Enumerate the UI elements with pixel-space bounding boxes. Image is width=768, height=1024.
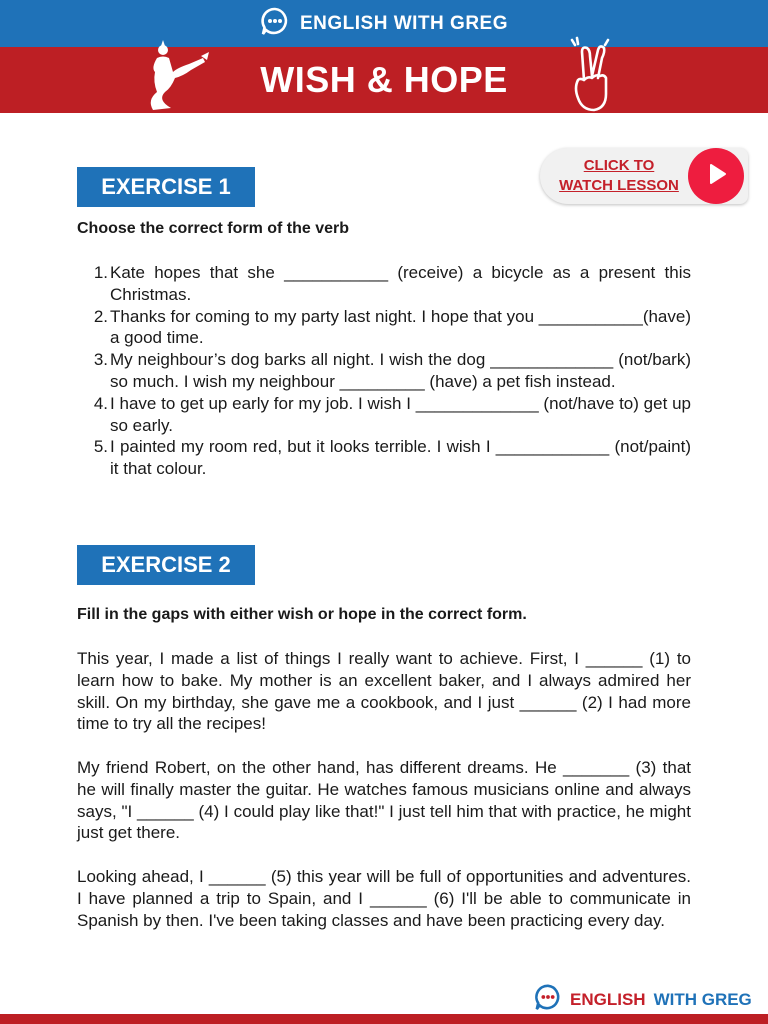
- item-text: I have to get up early for my job. I wish I _____________ (not/have to) get up so early.: [110, 393, 691, 435]
- watch-lesson-line1: CLICK TO: [583, 157, 655, 174]
- brand-name: ENGLISH WITH GREG: [300, 12, 508, 34]
- exercise-2-heading: EXERCISE 2: [77, 545, 255, 585]
- chat-bubble-icon: [260, 6, 290, 41]
- title-banner: [0, 47, 768, 113]
- list-item: [77, 393, 691, 437]
- list-item: [77, 349, 691, 393]
- exercise-2-paragraph-3: Looking ahead, I ______ (5) this year will be full of opportunities and adventures. I have planned a trip to Spain, and I ______ (6) I'll be able to communicate in Spanish by then. I've been taking classes and have been practicing every day.: [77, 867, 691, 930]
- exercise-1-list: [77, 262, 691, 480]
- item-text: Thanks for coming to my party last night. I hope that you ___________(have) a good time.: [110, 306, 691, 348]
- watch-lesson-button[interactable]: [540, 148, 748, 204]
- chat-bubble-icon: [534, 983, 562, 1016]
- watch-lesson-line2: WATCH LESSON: [559, 177, 679, 194]
- list-item: [77, 436, 691, 480]
- exercise-2-instruction: Fill in the gaps with either wish or hope in the correct form.: [77, 606, 527, 623]
- item-number: 1.: [93, 263, 108, 282]
- item-text: Kate hopes that she ___________ (receive) a bicycle as a present this Christmas.: [110, 263, 691, 304]
- list-item: [77, 306, 691, 350]
- brand-logo: [260, 6, 508, 41]
- footer-brand-english: ENGLISH: [570, 989, 646, 1009]
- watch-lesson-label: [554, 156, 684, 196]
- page-title: WISH & HOPE: [260, 59, 508, 100]
- exercise-2-paragraph-1: This year, I made a list of things I really want to achieve. First, I ______ (1) to learn how to bake. My mother is an excellent baker, and I always admired her skill. On my birthday, she gave me a cookbook, and I just ______ (2) I had more time to try all the recipes!: [77, 649, 691, 734]
- bottom-bar: [0, 1014, 768, 1024]
- exercise-1-instruction: Choose the correct form of the verb: [77, 220, 350, 237]
- item-text: My neighbour’s dog barks all night. I wish the dog _____________ (not/bark) so much. I wish my neighbour _________ (have) a pet fish instead.: [110, 350, 691, 391]
- list-item: [77, 262, 691, 306]
- exercise-1-heading: EXERCISE 1: [77, 167, 255, 207]
- play-button[interactable]: [688, 148, 744, 204]
- item-number: 5.: [93, 437, 108, 457]
- item-number: 3.: [93, 350, 108, 370]
- item-number: 2.: [93, 306, 108, 326]
- crossed-fingers-icon: [568, 36, 614, 119]
- item-text: I painted my room red, but it looks terrible. I wish I ____________ (not/paint) it that colour.: [110, 437, 691, 479]
- genie-icon: [143, 38, 213, 119]
- item-number: 4.: [93, 393, 108, 413]
- play-icon: [703, 161, 729, 192]
- exercise-2-paragraph-2: My friend Robert, on the other hand, has different dreams. He _______ (3) that he will finally master the guitar. He watches famous musicians online and always says, "I ______ (4) I could play like that!" I just tell him that with practice, he might just get there.: [77, 758, 691, 843]
- footer-brand-greg: WITH GREG: [653, 989, 752, 1009]
- top-brand-bar: [0, 0, 768, 47]
- footer-brand-logo: [534, 983, 752, 1016]
